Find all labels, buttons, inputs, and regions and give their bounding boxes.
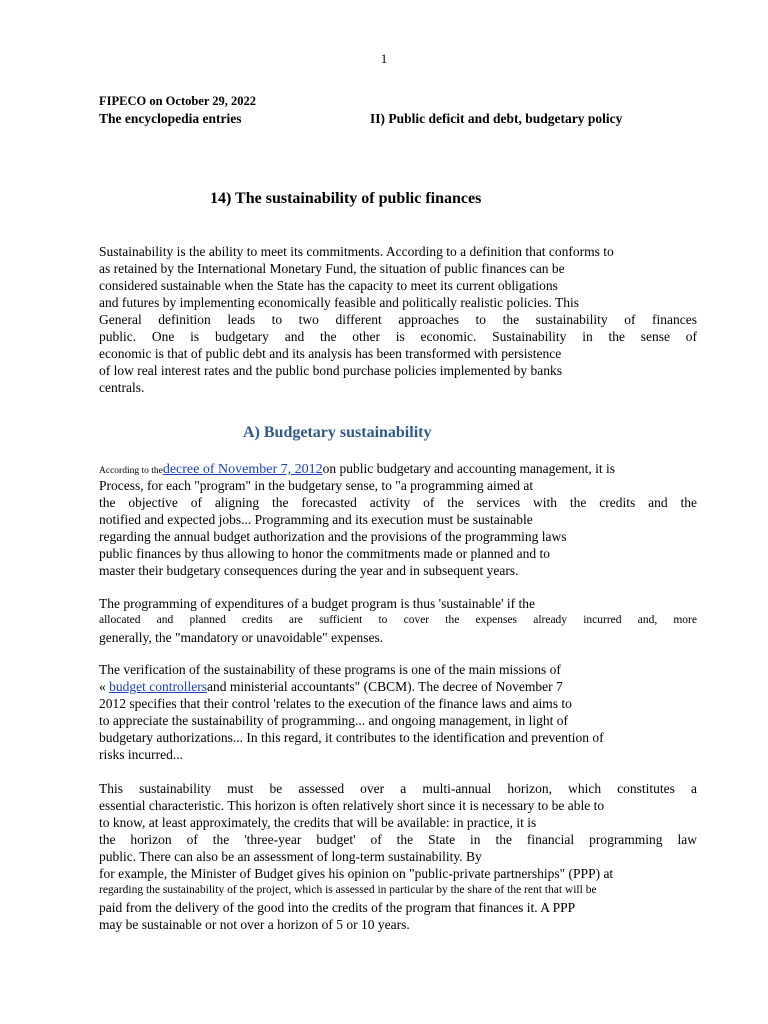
decree-prefix: According to the bbox=[99, 466, 163, 476]
text-line: essential characteristic. This horizon is often relatively short since it is necessary to be able to bbox=[99, 798, 605, 813]
text-line: The programming of expenditures of a budget program is thus 'sustainable' if the bbox=[99, 596, 536, 611]
line-rest: and ministerial accountants" (CBCM). The decree of November 7 bbox=[206, 679, 563, 694]
text-line: centrals. bbox=[99, 380, 145, 395]
decree-link[interactable]: decree of November 7, 2012 bbox=[162, 462, 323, 477]
text-line: regarding the annual budget authorization and the provisions of the programming laws bbox=[99, 529, 567, 544]
text-line: generally, the "mandatory or unavoidable" expenses. bbox=[99, 630, 384, 645]
text-line bbox=[99, 678, 697, 695]
decree-suffix: on public budgetary and accounting management, it is bbox=[322, 461, 616, 476]
text-line: the horizon of the 'three-year budget' of the State in the financial programming law bbox=[99, 832, 697, 847]
text-line: risks incurred... bbox=[99, 747, 183, 762]
text-line bbox=[99, 460, 697, 477]
text-line: of low real interest rates and the public bond purchase policies implemented by banks bbox=[99, 363, 562, 378]
text-line: The verification of the sustainability of these programs is one of the main missions of bbox=[99, 662, 561, 677]
text-line: and futures by implementing economically feasible and politically realistic policies. This bbox=[99, 295, 579, 310]
text-line: the objective of aligning the forecasted activity of the services with the credits and the bbox=[99, 495, 697, 510]
chapter-label: II) Public deficit and debt, budgetary policy bbox=[370, 111, 623, 126]
text-line: economic is that of public debt and its analysis has been transformed with persistence bbox=[99, 346, 562, 361]
text-line: to know, at least approximately, the credits that will be available: in practice, it is bbox=[99, 815, 537, 830]
text-line: may be sustainable or not over a horizon of 5 or 10 years. bbox=[99, 917, 410, 932]
text-line: to appreciate the sustainability of programming... and ongoing management, in light of bbox=[99, 713, 569, 728]
text-line: public. There can also be an assessment of long-term sustainability. By bbox=[99, 849, 482, 864]
text-line: This sustainability must be assessed over a multi-annual horizon, which constitutes a bbox=[99, 781, 697, 796]
text-line: budgetary authorizations... In this regard, it contributes to the identification and prevention of bbox=[99, 730, 604, 745]
text-line: for example, the Minister of Budget gives his opinion on "public-private partnerships" (PPP) at bbox=[99, 866, 614, 881]
text-line: regarding the sustainability of the project, which is assessed in particular by the share of the rent that will be bbox=[99, 884, 597, 896]
text-line: Sustainability is the ability to meet its commitments. According to a definition that conforms to bbox=[99, 244, 614, 259]
text-line: master their budgetary consequences during the year and in subsequent years. bbox=[99, 563, 519, 578]
open-quote: « bbox=[99, 679, 110, 694]
budget-controllers-link[interactable]: budget controllers bbox=[109, 679, 207, 694]
collection-label: The encyclopedia entries bbox=[99, 111, 242, 126]
text-line: Process, for each "program" in the budgetary sense, to "a programming aimed at bbox=[99, 478, 534, 493]
section-heading: A) Budgetary sustainability bbox=[243, 424, 432, 441]
intro-paragraph bbox=[99, 243, 697, 396]
text-line: paid from the delivery of the good into the credits of the program that finances it. A PPP bbox=[99, 900, 576, 915]
date-line: FIPECO on October 29, 2022 bbox=[99, 94, 257, 108]
text-line: considered sustainable when the State has the capacity to meet its current obligations bbox=[99, 278, 558, 293]
page-number: 1 bbox=[380, 51, 388, 66]
paragraph-verification bbox=[99, 661, 697, 763]
page-title: 14) The sustainability of public finances bbox=[210, 190, 482, 207]
text-line: public finances by thus allowing to honor the commitments made or planned and to bbox=[99, 546, 551, 561]
text-line: General definition leads to two different approaches to the sustainability of finances bbox=[99, 312, 697, 327]
paragraph-horizon bbox=[99, 780, 697, 933]
text-line: allocated and planned credits are sufficient to cover the expenses already incurred and, more bbox=[99, 614, 697, 626]
text-line: notified and expected jobs... Programming and its execution must be sustainable bbox=[99, 512, 533, 527]
text-line: 2012 specifies that their control 'relates to the execution of the finance laws and aims to bbox=[99, 696, 572, 711]
paragraph-decree bbox=[99, 460, 697, 579]
text-line: public. One is budgetary and the other is economic. Sustainability in the sense of bbox=[99, 329, 697, 344]
paragraph-programming bbox=[99, 595, 697, 646]
text-line: as retained by the International Monetary Fund, the situation of public finances can be bbox=[99, 261, 565, 276]
